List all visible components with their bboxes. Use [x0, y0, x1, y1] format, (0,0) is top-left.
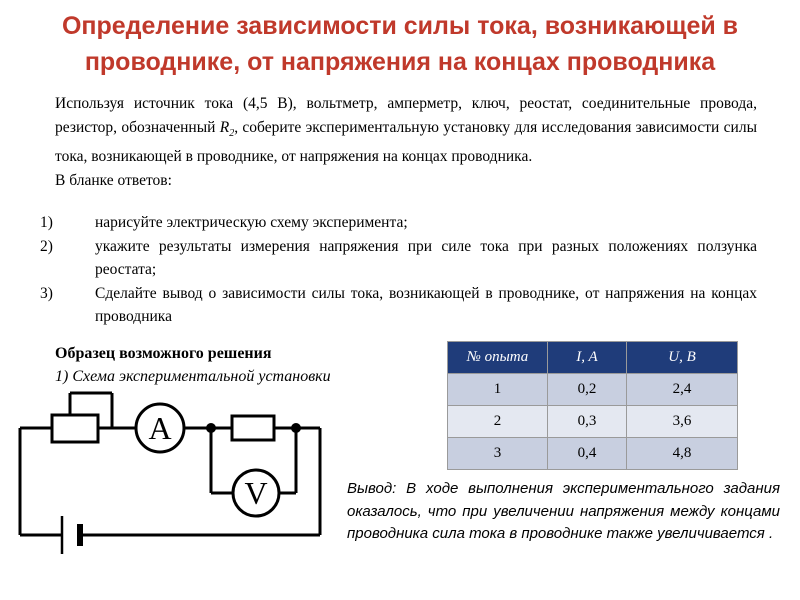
column-header: I, A	[548, 342, 627, 374]
table-cell: 3,6	[627, 406, 738, 438]
task-paragraph: Используя источник тока (4,5 В), вольтметр, амперметр, ключ, реостат, соединительные провода, резистор, обозначенный $R_2$, соберите экспериментальную установку для исследования зависимости силы тока, возникающей в проводнике, от напряжения на концах проводника.	[55, 95, 757, 166]
table-row	[448, 374, 738, 406]
table-row	[448, 406, 738, 438]
junction-dot	[291, 423, 301, 433]
conclusion-text: Вывод: В ходе выполнения экспериментального задания оказалось, что при увеличении напряжения между концами проводника сила тока в проводнике также увеличивается .	[347, 480, 780, 542]
table-cell: 2,4	[627, 374, 738, 406]
table-header-row	[448, 342, 738, 374]
table-cell: 2	[448, 406, 548, 438]
table-cell: 4,8	[627, 438, 738, 470]
results-table	[447, 341, 738, 470]
table-cell: 3	[448, 438, 548, 470]
rheostat	[52, 415, 98, 442]
list-item: 3) Сделайте вывод о зависимости силы тока, возникающей в проводнике, от напряжения на концах проводника	[40, 284, 757, 325]
sample-solution-heading: Образец возможного решения	[55, 345, 272, 362]
table-cell: 1	[448, 374, 548, 406]
battery	[62, 516, 80, 554]
table-row	[448, 438, 738, 470]
table-cell: 0,4	[548, 438, 627, 470]
table-cell: 0,2	[548, 374, 627, 406]
scheme-caption: 1) Схема экспериментальной установки	[55, 368, 331, 385]
task-description	[55, 92, 757, 192]
page-title: Определение зависимости силы тока, возникающей в проводнике, от напряжения на концах проводника	[61, 12, 739, 76]
junction-dot	[206, 423, 216, 433]
r2-symbol: $R_2$	[219, 118, 235, 139]
list-item: 1) нарисуйте электрическую схему эксперимента;	[40, 214, 408, 231]
table-cell: 0,3	[548, 406, 627, 438]
ammeter-label: A	[148, 410, 172, 446]
list-item: 2) укажите результаты измерения напряжения при силе тока при разных положениях ползунка реостата;	[40, 237, 757, 278]
column-header: № опыта	[448, 342, 548, 374]
column-header: U, B	[627, 342, 738, 374]
task-list	[40, 211, 757, 329]
voltmeter-label: V	[244, 475, 268, 511]
resistor-r2	[232, 416, 274, 440]
answer-sheet-label: В бланке ответов:	[55, 171, 172, 189]
circuit-diagram	[0, 390, 340, 600]
